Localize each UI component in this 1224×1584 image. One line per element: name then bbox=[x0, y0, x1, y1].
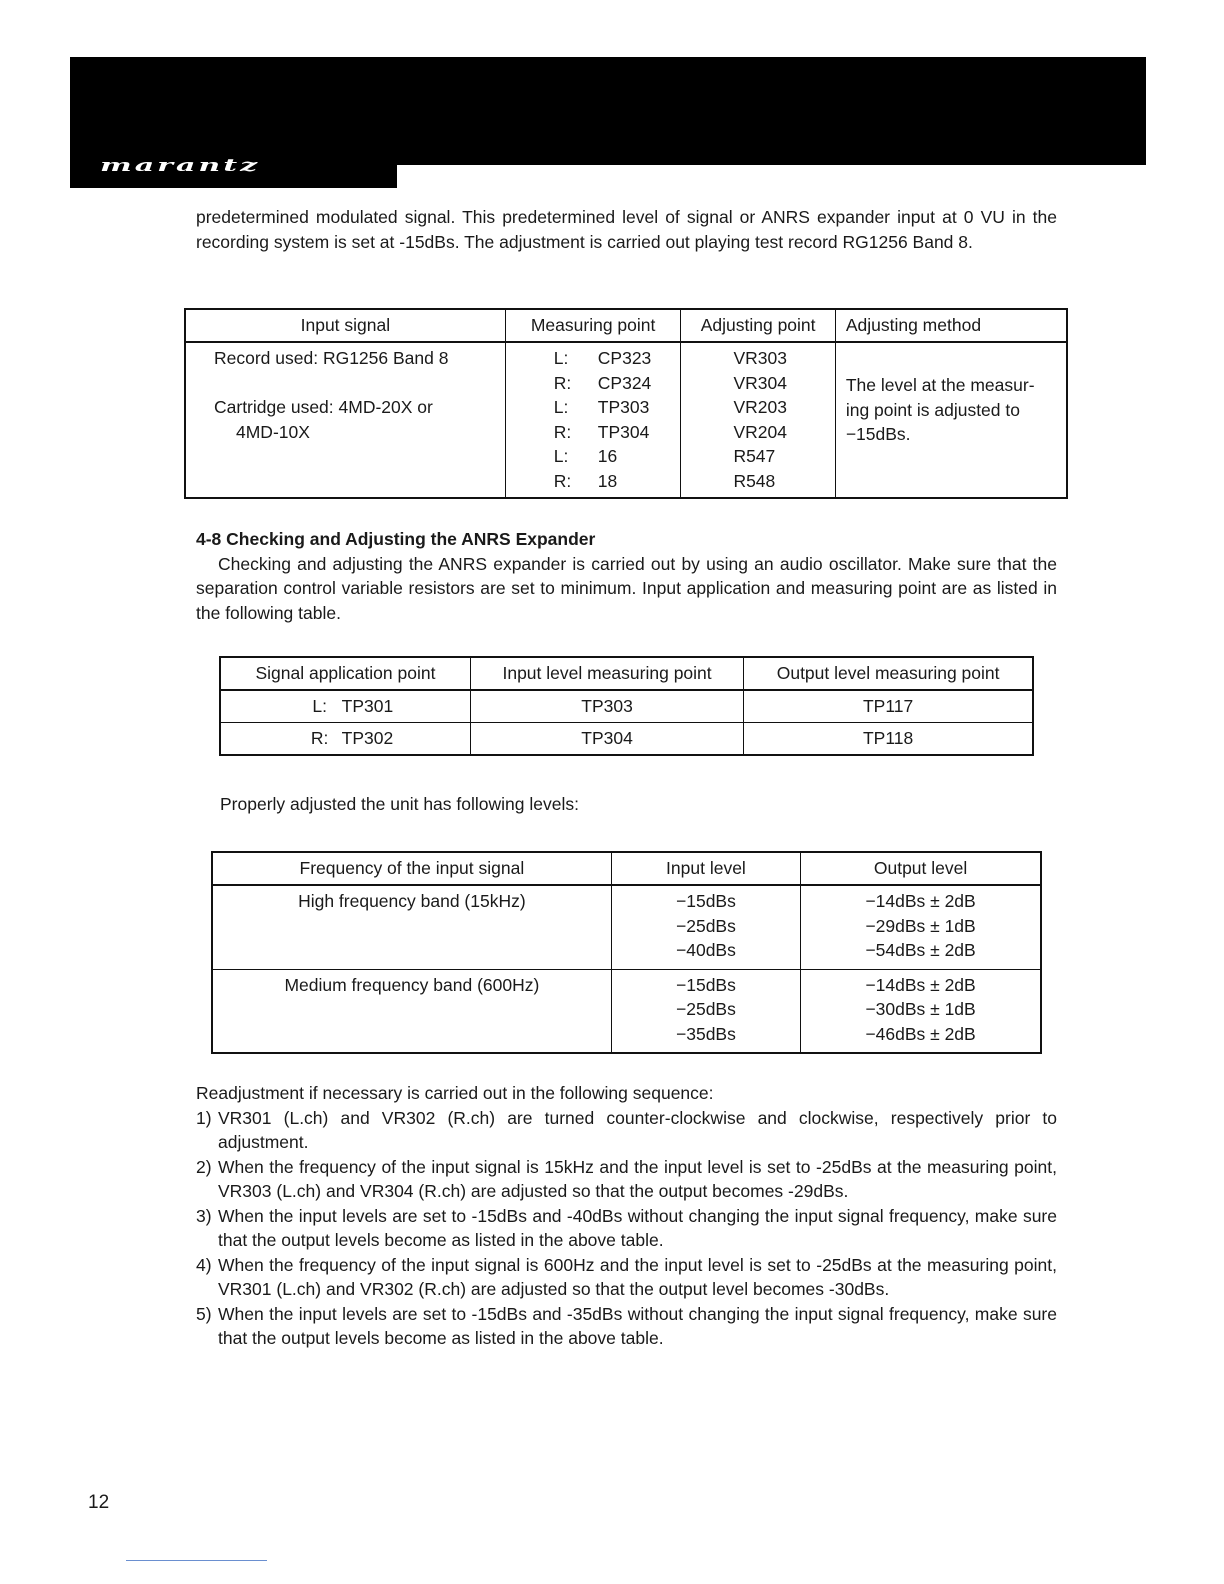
adjusting-point-cell bbox=[681, 342, 835, 498]
step-number: 2) bbox=[196, 1156, 212, 1177]
readjustment-steps bbox=[196, 1106, 1057, 1351]
readjustment-intro: Readjustment if necessary is carried out in the following sequence: bbox=[196, 1083, 714, 1103]
header-band bbox=[70, 57, 1146, 165]
point-label: CP323 bbox=[597, 348, 652, 368]
output-level-value: −14dBs ± 2dB bbox=[865, 974, 976, 995]
output-level-point-cell: TP118 bbox=[744, 723, 1033, 756]
calibration-table bbox=[184, 308, 1068, 499]
frequency-band-cell bbox=[212, 885, 611, 969]
step-number: 4) bbox=[196, 1254, 212, 1275]
table-row bbox=[220, 690, 1033, 723]
channel-label: R: bbox=[310, 728, 329, 748]
table-header-row bbox=[220, 657, 1033, 690]
output-level-point-cell: TP117 bbox=[744, 690, 1033, 723]
table-row bbox=[212, 885, 1041, 969]
adjusting-method-line: The level at the measur- bbox=[845, 375, 1035, 395]
adjusting-point-line: R547 bbox=[733, 446, 776, 466]
header-frequency: Frequency of the input signal bbox=[212, 852, 611, 885]
input-signal-line: Cartridge used: 4MD-20X or bbox=[214, 397, 433, 417]
output-level-cell bbox=[801, 885, 1041, 969]
channel-label: R: bbox=[553, 372, 572, 393]
header-measuring-point: Measuring point bbox=[505, 309, 681, 342]
adjusting-point-line: R548 bbox=[733, 470, 776, 491]
input-level-value: −25dBs bbox=[676, 915, 736, 936]
step-text: When the frequency of the input signal is 600Hz and the input level is set to -25dBs at the measuring point, VR301 (L.ch) and VR302 (R.ch) are adjusted so that the output level becomes -30dBs. bbox=[218, 1254, 1057, 1299]
frequency-band: High frequency band (15kHz) bbox=[298, 891, 526, 911]
list-item bbox=[196, 1106, 1057, 1155]
intro-paragraph: predetermined modulated signal. This predetermined level of signal or ANRS expander input at 0 VU in the recording system is set at -15dBs. The adjustment is carried out playing test record RG1256 Band 8. bbox=[196, 207, 1057, 252]
input-signal-line: Record used: RG1256 Band 8 bbox=[214, 348, 449, 368]
header-signal-application-point: Signal application point bbox=[220, 657, 470, 690]
point-label: 18 bbox=[597, 470, 618, 491]
measuring-point-line bbox=[554, 420, 675, 445]
channel-label: L: bbox=[553, 348, 569, 368]
output-level-value: −30dBs ± 1dB bbox=[865, 999, 976, 1019]
output-level-value: −46dBs ± 2dB bbox=[865, 1023, 976, 1044]
input-level-cell bbox=[611, 885, 800, 969]
section-heading: 4-8 Checking and Adjusting the ANRS Expander bbox=[196, 529, 596, 549]
signal-point: TP301 bbox=[341, 696, 394, 716]
intro-block bbox=[196, 205, 1057, 254]
point-label: TP304 bbox=[597, 421, 650, 442]
levels-intro-block bbox=[220, 792, 920, 817]
frequency-band: Medium frequency band (600Hz) bbox=[284, 974, 540, 995]
list-item bbox=[196, 1302, 1057, 1351]
point-label: 16 bbox=[597, 446, 618, 466]
header-input-level: Input level bbox=[611, 852, 800, 885]
step-number: 3) bbox=[196, 1205, 212, 1226]
list-item bbox=[196, 1204, 1057, 1253]
page-number: 12 bbox=[88, 1492, 110, 1513]
input-signal-line: 4MD-10X bbox=[236, 421, 310, 442]
adjusting-point-line: VR204 bbox=[733, 421, 787, 442]
input-level-value: −15dBs bbox=[676, 891, 736, 911]
step-text: When the input levels are set to -15dBs and -40dBs without changing the input signal frequency, make sure that the output levels become as listed in the above table. bbox=[218, 1205, 1057, 1250]
output-level-value: −54dBs ± 2dB bbox=[865, 940, 976, 960]
header-adjusting-point: Adjusting point bbox=[681, 309, 835, 342]
frequency-band-cell bbox=[212, 969, 611, 1053]
channel-label: L: bbox=[553, 397, 569, 417]
test-points-table bbox=[219, 656, 1034, 756]
signal-point: TP302 bbox=[341, 728, 394, 748]
input-level-value: −25dBs bbox=[676, 999, 736, 1019]
input-level-cell bbox=[611, 969, 800, 1053]
channel-label: L: bbox=[553, 446, 569, 466]
input-level-point-cell: TP304 bbox=[470, 723, 743, 756]
point-label: CP324 bbox=[597, 372, 652, 393]
measuring-point-line bbox=[554, 371, 675, 396]
header-output-level-measuring-point: Output level measuring point bbox=[744, 657, 1033, 690]
section-4-8 bbox=[196, 527, 1057, 625]
adjusting-point-line: VR304 bbox=[733, 372, 787, 393]
signal-application-cell bbox=[220, 723, 470, 756]
measuring-point-line bbox=[554, 469, 675, 494]
table-row bbox=[185, 342, 1067, 498]
list-item bbox=[196, 1253, 1057, 1302]
measuring-point-line bbox=[554, 346, 675, 371]
adjusting-point-line: VR203 bbox=[733, 397, 787, 417]
input-signal-cell bbox=[185, 342, 505, 498]
step-text: VR301 (L.ch) and VR302 (R.ch) are turned counter-clockwise and clockwise, respectively prior to adjustment. bbox=[218, 1107, 1057, 1152]
table-row bbox=[212, 969, 1041, 1053]
table-row bbox=[220, 723, 1033, 756]
step-text: When the input levels are set to -15dBs and -35dBs without changing the input signal frequency, make sure that the output levels become as listed in the above table. bbox=[218, 1303, 1057, 1348]
input-signal-line bbox=[214, 371, 499, 396]
input-level-value: −40dBs bbox=[676, 940, 736, 960]
marantz-logo: marantz bbox=[100, 156, 261, 176]
step-number: 5) bbox=[196, 1303, 212, 1324]
output-level-value: −29dBs ± 1dB bbox=[865, 915, 976, 936]
readjustment-block bbox=[196, 1081, 1057, 1351]
channel-label: L: bbox=[312, 696, 327, 716]
header-input-signal: Input signal bbox=[185, 309, 505, 342]
levels-intro: Properly adjusted the unit has following levels: bbox=[220, 794, 579, 814]
section-paragraph: Checking and adjusting the ANRS expander is carried out by using an audio oscillator. Make sure that the separation control variable resistors are set to minimum. Input application and measuring point are as listed in the following table. bbox=[196, 553, 1057, 623]
measuring-point-line bbox=[554, 395, 675, 420]
step-number: 1) bbox=[196, 1107, 212, 1128]
input-level-value: −35dBs bbox=[676, 1023, 736, 1044]
channel-label: R: bbox=[553, 470, 572, 491]
levels-table bbox=[211, 851, 1042, 1054]
list-item bbox=[196, 1155, 1057, 1204]
adjusting-point-line: VR303 bbox=[733, 348, 787, 368]
signal-application-cell bbox=[220, 690, 470, 723]
input-level-point-cell: TP303 bbox=[470, 690, 743, 723]
channel-label: R: bbox=[553, 421, 572, 442]
measuring-point-cell bbox=[505, 342, 681, 498]
adjusting-method-line: ing point is adjusted to bbox=[845, 399, 1020, 420]
step-text: When the frequency of the input signal is 15kHz and the input level is set to -25dBs at the measuring point, VR303 (L.ch) and VR304 (R.ch) are adjusted so that the output becomes -29dBs. bbox=[218, 1156, 1057, 1201]
header-adjusting-method: Adjusting method bbox=[835, 309, 1067, 342]
output-level-value: −14dBs ± 2dB bbox=[865, 891, 976, 911]
adjusting-method-line: −15dBs. bbox=[845, 424, 911, 444]
point-label: TP303 bbox=[597, 397, 650, 417]
adjusting-method-cell bbox=[835, 342, 1067, 498]
table-header-row bbox=[212, 852, 1041, 885]
bottom-rule bbox=[126, 1560, 267, 1561]
output-level-cell bbox=[801, 969, 1041, 1053]
input-level-value: −15dBs bbox=[676, 974, 736, 995]
table-header-row bbox=[185, 309, 1067, 342]
header-output-level: Output level bbox=[801, 852, 1041, 885]
header-input-level-measuring-point: Input level measuring point bbox=[470, 657, 743, 690]
measuring-point-line bbox=[554, 444, 675, 469]
